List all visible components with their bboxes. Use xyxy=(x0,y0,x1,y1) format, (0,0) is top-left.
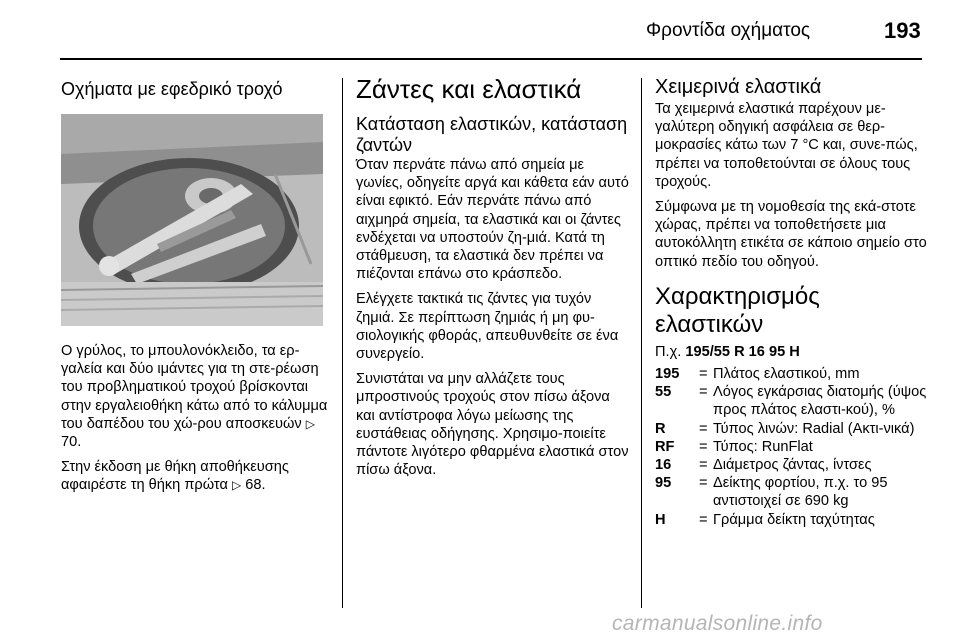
tyre-code-desc: Πλάτος ελαστικού, mm xyxy=(713,366,860,383)
tyre-code-desc: Λόγος εγκάρσιας διατομής (ύψος προς πλάτος ελαστι-κού), % xyxy=(713,384,927,419)
tyre-code-row xyxy=(655,456,931,474)
left-para1-text: Ο γρύλος, το μπουλονόκλειδο, τα ερ-γαλεία και δύο ιμάντες για τη στε-ρέωση του προβληματικού τροχού βρίσκονται στην εργαλειοθήκη κάτω από το κάλυμμα του δαπέδου του χώ-ρου αποσκευών xyxy=(61,343,328,432)
tyre-code-row xyxy=(655,420,931,438)
tyre-code-desc: Τύπος: RunFlat xyxy=(713,438,813,455)
example-code: 195/55 R 16 95 H xyxy=(685,343,800,360)
page-ref-arrow-icon: ▷ xyxy=(305,416,316,431)
tyre-code-row xyxy=(655,438,931,456)
tyre-example xyxy=(655,343,931,361)
watermark: carmanualsonline.info xyxy=(612,612,823,635)
middle-paragraph-1: Όταν περνάτε πάνω από σημεία με γωνίες, οδηγείτε αργά και κάθετα εάν αυτό είναι εφικτό. Εάν περνάτε πάνω από αιχμηρά σημεία, τα ελαστικά και οι ζάντες ενδέχεται να υποστούν ζη-μιά. Κατά τη στάθμευση, τα ελαστικά δεν πρέπει να πιέζονται επάνω στο κράσπεδο. xyxy=(356,157,629,283)
section-title: Φροντίδα οχήματος xyxy=(646,20,811,41)
middle-paragraph-2: Ελέγχετε τακτικά τις ζάντες για τυχόν ζημιά. Σε περίπτωση ζημιάς ή μη φυ-σιολογικής φθοράς, απευθυνθείτε σε ένα συνεργείο. xyxy=(356,291,619,363)
left-heading: Οχήματα με εφεδρικό τροχό xyxy=(61,79,283,99)
left-paragraph-2 xyxy=(61,458,329,494)
tyre-code-code: H xyxy=(655,511,666,528)
tyre-code-eq: = xyxy=(699,384,708,401)
tyre-code-eq: = xyxy=(699,475,708,492)
left-para2-text: Στην έκδοση με θήκη αποθήκευσης αφαιρέστε τη θήκη πρώτα xyxy=(61,459,289,494)
middle-heading: Ζάντες και ελαστικά xyxy=(356,74,582,104)
tyre-code-row xyxy=(655,474,931,510)
tyre-code-eq: = xyxy=(699,420,708,437)
right-heading: Χειμερινά ελαστικά xyxy=(655,76,822,98)
tyre-code-desc: Γράμμα δείκτη ταχύτητας xyxy=(713,511,875,528)
left-column xyxy=(61,78,329,502)
column-divider-2 xyxy=(641,78,642,608)
column-divider-1 xyxy=(342,78,343,608)
right-paragraph-1: Τα χειμερινά ελαστικά παρέχουν με-γαλύτερη οδηγική ασφάλεια σε θερ-μοκρασίες κάτω των 7 °C και, συνε-πώς, πρέπει να τοποθετούνται σε όλους τους τροχούς. xyxy=(655,101,918,190)
page-number: 193 xyxy=(884,18,921,43)
tyre-code-code: 95 xyxy=(655,475,672,492)
tyre-code-eq: = xyxy=(699,366,708,383)
tyre-code-row xyxy=(655,511,931,529)
tyre-code-table xyxy=(655,365,931,529)
left-paragraph-1 xyxy=(61,342,329,451)
page-ref-arrow-icon: ▷ xyxy=(231,478,242,493)
middle-subheading: Κατάσταση ελαστικών, κατάσταση ζαντών xyxy=(356,114,628,155)
tyre-code-code: 55 xyxy=(655,384,672,401)
tyre-code-code: 16 xyxy=(655,457,672,474)
right-paragraph-2: Σύμφωνα με τη νομοθεσία της εκά-στοτε χώρας, πρέπει να τοποθετήσετε μια αυτοκόλλητη ετικέτα σε κάποιο σημείο στο οπτικό πεδίο του οδηγού. xyxy=(655,199,927,270)
tyre-code-row xyxy=(655,383,931,419)
tyre-code-eq: = xyxy=(699,457,708,474)
tyre-code-code: RF xyxy=(655,438,675,455)
tyre-code-code: R xyxy=(655,420,666,437)
spare-wheel-photo xyxy=(61,114,323,326)
tyre-code-desc: Διάμετρος ζάντας, ίντσες xyxy=(713,457,872,474)
page-header xyxy=(0,0,960,58)
middle-paragraph-3: Συνιστάται να μην αλλάζετε τους μπροστινούς τροχούς στον πίσω άξονα και αντίστροφα λόγω μείωσης της ευστάθειας οδήγησης. Χρησιμο-ποιείτε πάντοτε λιγότερο φθαρμένα ελαστικά στον πίσω άξονα. xyxy=(356,371,629,479)
tyre-code-row xyxy=(655,365,931,383)
tyre-code-desc: Δείκτης φορτίου, π.χ. το 95 αντιστοιχεί σε 690 kg xyxy=(713,475,888,510)
header-rule xyxy=(60,58,922,60)
middle-column xyxy=(356,74,632,486)
tyre-designation-heading: Χαρακτηρισμός ελαστικών xyxy=(655,282,820,338)
tyre-code-eq: = xyxy=(699,511,708,528)
tyre-code-desc: Τύπος λινών: Radial (Ακτι-νικά) xyxy=(713,420,915,437)
right-column xyxy=(655,74,931,529)
example-prefix: Π.χ. xyxy=(655,343,682,360)
tyre-code-eq: = xyxy=(699,438,708,455)
tyre-code-code: 195 xyxy=(655,366,680,383)
left-para1-ref[interactable]: 70. xyxy=(61,434,82,451)
left-para2-ref[interactable]: 68. xyxy=(245,477,266,494)
